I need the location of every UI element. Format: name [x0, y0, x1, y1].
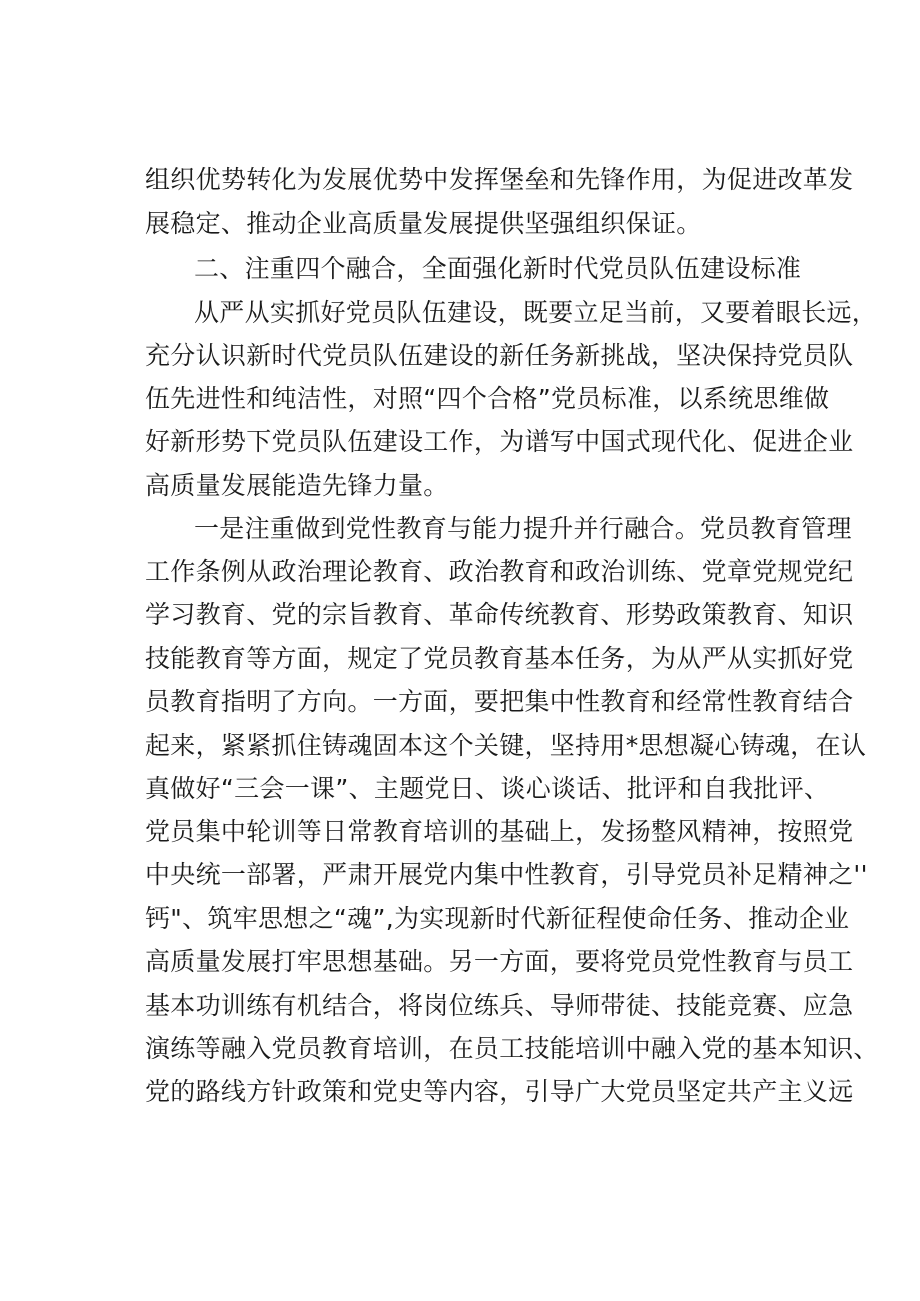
paragraph-line: 好新形势下党员队伍建设工作，为谱写中国式现代化、促进企业 [145, 427, 854, 456]
paragraph-line: 从严从实抓好党员队伍建设，既要立足当前，又要着眼长远， [194, 298, 878, 327]
paragraph-line: 工作条例从政治理论教育、政治教育和政治训练、党章党规党纪 [145, 557, 854, 586]
paragraph-line: 基本功训练有机结合，将岗位练兵、导师带徒、技能竞赛、应急 [145, 991, 854, 1020]
paragraph-line: 一是注重做到党性教育与能力提升并行融合。党员教育管理 [194, 514, 852, 543]
paragraph-line: 钙"、筑牢思想之“魂”,为实现新时代新征程使命任务、推动企业 [145, 904, 850, 933]
paragraph-line: 伍先进性和纯洁性，对照“四个合格”党员标准，以系统思维做 [145, 384, 830, 413]
paragraph-line: 充分认识新时代党员队伍建设的新任务新挑战，坚决保持党员队 [145, 341, 854, 370]
paragraph-line: 党员集中轮训等日常教育培训的基础上，发扬整风精神，按照党 [145, 817, 854, 846]
paragraph-line: 中央统一部署，严肃开展党内集中性教育，引导党员补足精神之'' [145, 860, 868, 889]
paragraph-line: 起来，紧紧抓住铸魂固本这个关键，坚持用*思想凝心铸魂，在认 [145, 731, 867, 760]
paragraph-line: 演练等融入党员教育培训，在员工技能培训中融入党的基本知识、 [145, 1034, 879, 1063]
paragraph-line: 真做好“三会一课”、主题党日、谈心谈话、批评和自我批评、 [145, 774, 830, 803]
paragraph-line: 技能教育等方面，规定了党员教育基本任务，为从严从实抓好党 [145, 644, 854, 673]
paragraph-line: 高质量发展能造先锋力量。 [145, 471, 449, 500]
section-heading: 二、注重四个融合，全面强化新时代党员队伍建设标准 [194, 254, 802, 283]
paragraph-line: 组织优势转化为发展优势中发挥堡垒和先锋作用，为促进改革发 [145, 165, 854, 194]
paragraph-line: 党的路线方针政策和党史等内容，引导广大党员坚定共产主义远 [145, 1077, 854, 1106]
paragraph-line: 员教育指明了方向。一方面，要把集中性教育和经常性教育结合 [145, 687, 854, 716]
paragraph-line: 展稳定、推动企业高质量发展提供坚强组织保证。 [145, 209, 702, 238]
paragraph-line: 高质量发展打牢思想基础。另一方面，要将党员党性教育与员工 [145, 947, 854, 976]
paragraph-line: 学习教育、党的宗旨教育、革命传统教育、形势政策教育、知识 [145, 600, 854, 629]
